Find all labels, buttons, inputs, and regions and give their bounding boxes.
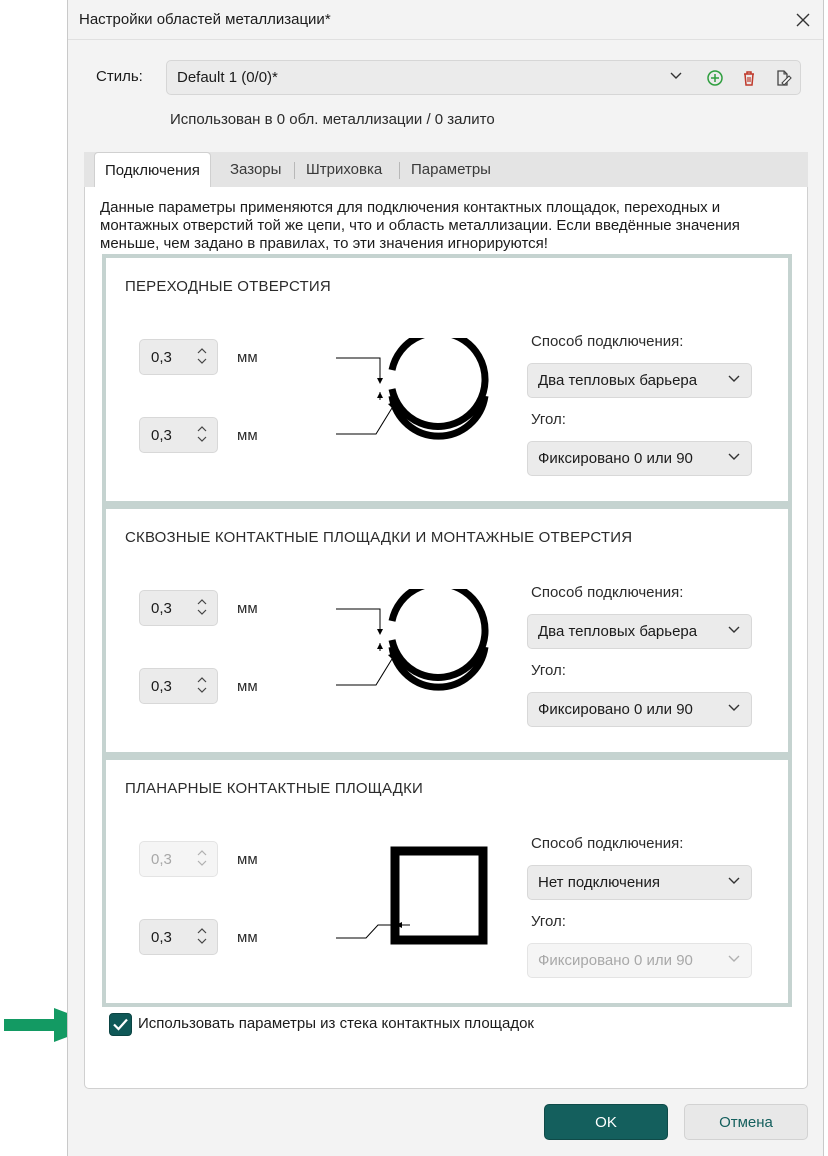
angle-value: Фиксировано 0 или 90 bbox=[538, 450, 693, 467]
trash-icon bbox=[738, 67, 760, 89]
spoke-width-stepper[interactable] bbox=[139, 841, 218, 877]
tab-bar bbox=[84, 152, 808, 188]
chevron-down-icon bbox=[728, 877, 740, 885]
connection-method-select[interactable] bbox=[527, 363, 752, 398]
circle-thermal-icon bbox=[336, 338, 506, 448]
angle-select[interactable] bbox=[527, 692, 752, 727]
dialog-title: Настройки областей металлизации* bbox=[79, 11, 331, 28]
circle-thermal-icon bbox=[336, 589, 506, 699]
spoke-width-stepper[interactable] bbox=[139, 339, 218, 375]
chevron-down-icon bbox=[728, 453, 740, 461]
angle-select[interactable] bbox=[527, 943, 752, 978]
stepper-arrows-icon bbox=[197, 849, 207, 867]
stepper-arrows-icon bbox=[197, 347, 207, 365]
tab-separator bbox=[294, 162, 295, 179]
angle-select[interactable] bbox=[527, 441, 752, 476]
spoke-gap-stepper[interactable] bbox=[139, 919, 218, 955]
connection-method-value: Два тепловых барьера bbox=[538, 372, 698, 389]
section-title: ПЕРЕХОДНЫЕ ОТВЕРСТИЯ bbox=[125, 278, 331, 295]
delete-style-button[interactable] bbox=[738, 67, 760, 89]
section-title: СКВОЗНЫЕ КОНТАКТНЫЕ ПЛОЩАДКИ И МОНТАЖНЫЕ ОТВЕРСТИЯ bbox=[125, 529, 633, 546]
spoke-gap-stepper[interactable] bbox=[139, 668, 218, 704]
section-vias bbox=[102, 254, 792, 505]
style-select-value: Default 1 (0/0)* bbox=[177, 69, 278, 86]
connection-method-select[interactable] bbox=[527, 865, 752, 900]
unit-label: мм bbox=[237, 678, 258, 695]
angle-label: Угол: bbox=[531, 411, 566, 428]
stepper-arrows-icon bbox=[197, 676, 207, 694]
style-select[interactable] bbox=[166, 60, 801, 95]
edit-style-button[interactable] bbox=[772, 67, 794, 89]
plus-circle-icon bbox=[704, 67, 726, 89]
add-style-button[interactable] bbox=[704, 67, 726, 89]
spoke-gap-value: 0,3 bbox=[151, 427, 172, 444]
document-edit-icon bbox=[772, 67, 794, 89]
angle-label: Угол: bbox=[531, 662, 566, 679]
title-bar bbox=[68, 0, 823, 40]
chevron-down-icon bbox=[728, 375, 740, 383]
ok-button[interactable]: OK bbox=[544, 1104, 668, 1140]
description-text: Данные параметры применяются для подключения контактных площадок, переходных и монтажных отверстий той же цепи, что и область металлизации. Если введённые значения меньше, чем задано в правилах, то эти значения игнорируются! bbox=[100, 199, 740, 252]
unit-label: мм bbox=[237, 929, 258, 946]
chevron-down-icon bbox=[728, 626, 740, 634]
spoke-gap-value: 0,3 bbox=[151, 678, 172, 695]
tab-connections[interactable]: Подключения bbox=[94, 152, 211, 188]
style-usage-text: Использован в 0 обл. металлизации / 0 залито bbox=[170, 111, 495, 128]
tab-separator bbox=[399, 162, 400, 179]
stepper-arrows-icon bbox=[197, 927, 207, 945]
spoke-gap-stepper[interactable] bbox=[139, 417, 218, 453]
tab-parameters[interactable]: Параметры bbox=[411, 161, 491, 178]
unit-label: мм bbox=[237, 349, 258, 366]
connection-method-value: Нет подключения bbox=[538, 874, 660, 891]
use-pad-stack-label: Использовать параметры из стека контактных площадок bbox=[138, 1015, 534, 1032]
section-through-pads bbox=[102, 505, 792, 756]
spoke-gap-value: 0,3 bbox=[151, 929, 172, 946]
angle-value: Фиксировано 0 или 90 bbox=[538, 952, 693, 969]
square-pad-icon bbox=[336, 840, 506, 950]
connection-method-label: Способ подключения: bbox=[531, 835, 684, 852]
close-button[interactable] bbox=[789, 6, 817, 34]
section-smd-pads bbox=[102, 756, 792, 1007]
stepper-arrows-icon bbox=[197, 425, 207, 443]
connection-method-label: Способ подключения: bbox=[531, 584, 684, 601]
angle-label: Угол: bbox=[531, 913, 566, 930]
unit-label: мм bbox=[237, 600, 258, 617]
connection-method-value: Два тепловых барьера bbox=[538, 623, 698, 640]
spoke-width-value: 0,3 bbox=[151, 600, 172, 617]
spoke-width-stepper[interactable] bbox=[139, 590, 218, 626]
spoke-width-value: 0,3 bbox=[151, 349, 172, 366]
connection-method-label: Способ подключения: bbox=[531, 333, 684, 350]
chevron-down-icon bbox=[728, 704, 740, 712]
checkmark-icon bbox=[110, 1014, 131, 1035]
connection-method-select[interactable] bbox=[527, 614, 752, 649]
connections-panel bbox=[84, 187, 808, 1089]
cancel-button[interactable]: Отмена bbox=[684, 1104, 808, 1140]
unit-label: мм bbox=[237, 427, 258, 444]
pour-settings-dialog bbox=[67, 0, 824, 1156]
chevron-down-icon bbox=[670, 72, 682, 80]
close-icon bbox=[796, 13, 810, 27]
unit-label: мм bbox=[237, 851, 258, 868]
section-title: ПЛАНАРНЫЕ КОНТАКТНЫЕ ПЛОЩАДКИ bbox=[125, 780, 424, 797]
use-pad-stack-checkbox[interactable] bbox=[109, 1013, 132, 1036]
tab-hatching[interactable]: Штриховка bbox=[306, 161, 383, 178]
stepper-arrows-icon bbox=[197, 598, 207, 616]
style-label: Стиль: bbox=[96, 68, 143, 85]
angle-value: Фиксировано 0 или 90 bbox=[538, 701, 693, 718]
tab-clearances[interactable]: Зазоры bbox=[230, 161, 282, 178]
spoke-width-value: 0,3 bbox=[151, 851, 172, 868]
chevron-down-icon bbox=[728, 955, 740, 963]
